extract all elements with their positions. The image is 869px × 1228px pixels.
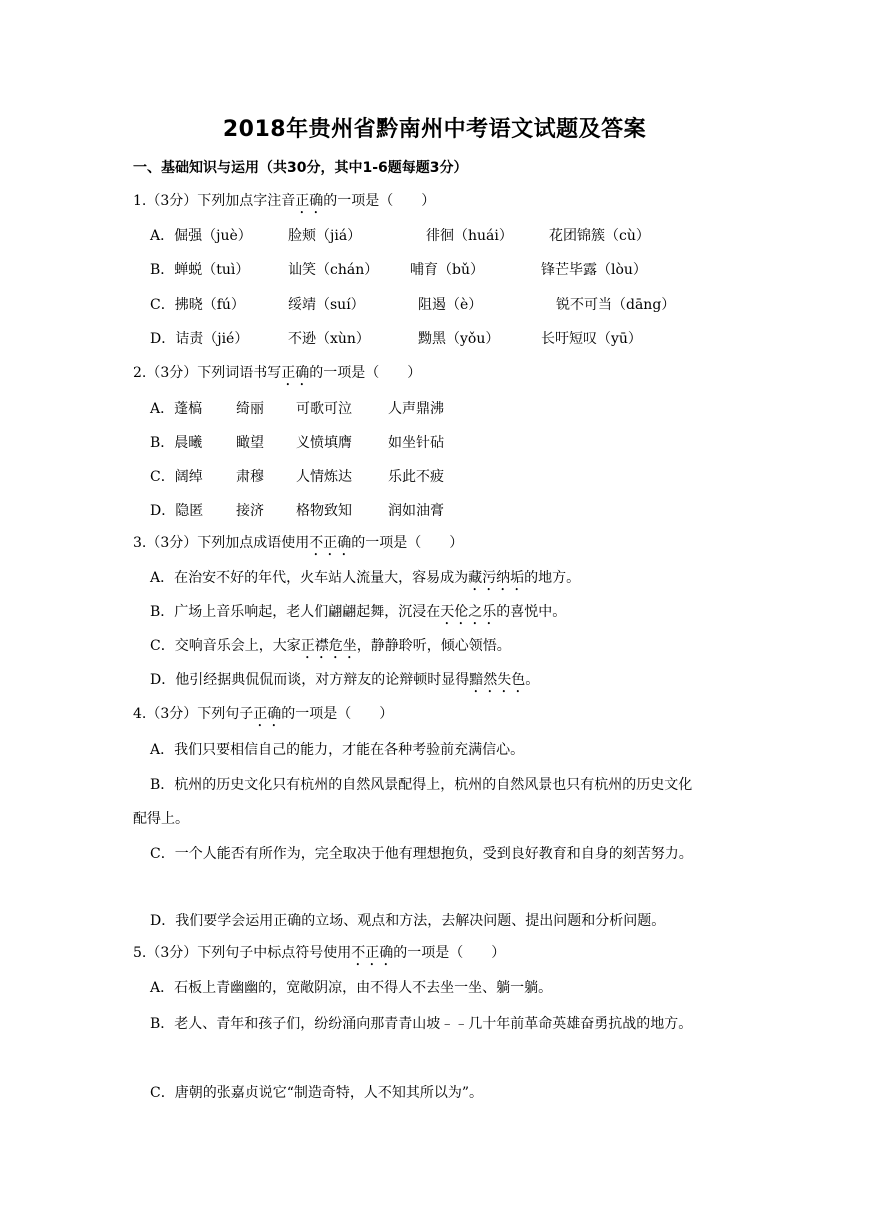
q2-option-c-word-1: C．阔绰 — [150, 469, 203, 485]
q1-option-a-word-1: A．倔强（juè） — [150, 228, 252, 244]
q2-option-a-word-3: 可歌可泣 — [296, 401, 352, 417]
page-title: 2018年贵州省黔南州中考语文试题及答案 — [222, 117, 647, 142]
q1-option-c-word-4: 锐不可当（dāng） — [556, 297, 676, 313]
emphasis-text: 不正确 — [309, 535, 352, 551]
q1-option-a-word-4: 花团锦簇（cù） — [549, 228, 650, 244]
q1-option-c-word-3: 阻遏（è） — [418, 297, 483, 313]
emphasis-text: 天伦之乐 — [440, 604, 497, 620]
stem-text: 的一项是（ ） — [323, 193, 436, 209]
q1-option-c-word-2: 绥靖（suí） — [288, 297, 365, 313]
q4-option-b-continued: 配得上。 — [133, 811, 189, 827]
option-text: B．广场上音乐响起，老人们翩翩起舞，沉浸在 — [150, 604, 441, 620]
q4-option-b: B．杭州的历史文化只有杭州的自然风景配得上，杭州的自然风景也只有杭州的历史文化 — [150, 777, 693, 793]
stem-text: 3.（3分）下列加点成语使用 — [133, 535, 310, 551]
q5-option-b: B．老人、青年和孩子们，纷纷涌向那青青山坡﹣﹣几十年前革命英雄奋勇抗战的地方。 — [150, 1016, 693, 1032]
q2-option-c-word-3: 人情炼达 — [296, 469, 352, 485]
q1-option-c-word-1: C．拂晓（fú） — [150, 297, 245, 313]
option-text: A．在治安不好的年代，火车站人流量大，容易成为 — [150, 570, 469, 586]
q1-option-a-word-3: 徘徊（huái） — [426, 228, 513, 244]
q1-option-b-word-3: 哺育（bǔ） — [410, 262, 484, 278]
q2-option-b-word-3: 义愤填膺 — [296, 435, 352, 451]
option-text: C．交响音乐会上，大家 — [150, 638, 301, 654]
option-text: ，静静聆听，倾心领悟。 — [356, 638, 511, 654]
q2-option-b-word-1: B．晨曦 — [150, 435, 203, 451]
question-1-stem — [133, 190, 435, 217]
q1-option-d-word-4: 长吁短叹（yū） — [541, 331, 642, 347]
stem-text: 的一项是（ ） — [393, 945, 506, 961]
question-5-stem — [133, 942, 505, 969]
question-3-stem — [133, 532, 463, 559]
q1-option-d-word-1: D．诘责（jié） — [150, 331, 249, 347]
stem-text: 的一项是（ ） — [351, 535, 464, 551]
emphasis-text: 正襟危坐 — [300, 638, 357, 654]
option-text: 。 — [525, 672, 540, 688]
q2-option-a-word-4: 人声鼎沸 — [388, 401, 444, 417]
section-heading: 一、基础知识与运用（共30分，其中1-6题每题3分） — [133, 160, 468, 176]
stem-text: 5.（3分）下列句子中标点符号使用 — [133, 945, 352, 961]
q3-option-d — [150, 669, 539, 696]
q2-option-b-word-4: 如坐针砧 — [388, 435, 444, 451]
q2-option-d-word-1: D．隐匿 — [150, 503, 204, 519]
q3-option-a — [150, 567, 580, 594]
question-4-stem — [133, 703, 393, 730]
emphasis-text: 不正确 — [351, 945, 394, 961]
q5-option-c: C．唐朝的张嘉贞说它“制造奇特，人不知其所以为”。 — [150, 1085, 484, 1101]
q2-option-d-word-2: 接济 — [236, 503, 264, 519]
q4-option-c: C．一个人能否有所作为，完全取决于他有理想抱负，受到良好教育和自身的刻苦努力。 — [150, 846, 693, 862]
q1-option-d-word-3: 黝黑（yǒu） — [418, 331, 500, 347]
stem-text: 的一项是（ ） — [309, 365, 422, 381]
q2-option-a-word-2: 绮丽 — [236, 401, 264, 417]
emphasis-text: 藏污纳垢 — [468, 570, 525, 586]
emphasis-text: 正确 — [295, 193, 324, 209]
emphasis-text: 正确 — [281, 365, 310, 381]
q2-option-c-word-2: 肃穆 — [236, 469, 264, 485]
emphasis-text: 正确 — [253, 706, 282, 722]
emphasis-text: 黯然失色 — [469, 672, 526, 688]
q1-option-a-word-2: 脸颊（jiá） — [288, 228, 362, 244]
option-text: D．他引经据典侃侃而谈，对方辩友的论辩顿时显得 — [150, 672, 470, 688]
q4-option-a: A．我们只要相信自己的能力，才能在各种考验前充满信心。 — [150, 742, 525, 758]
stem-text: 4.（3分）下列句子 — [133, 706, 254, 722]
q3-option-b — [150, 601, 566, 628]
q2-option-a-word-1: A．蓬槁 — [150, 401, 203, 417]
stem-text: 1.（3分）下列加点字注音 — [133, 193, 296, 209]
q1-option-b-word-4: 锋芒毕露（lòu） — [541, 262, 647, 278]
q1-option-d-word-2: 不逊（xùn） — [288, 331, 370, 347]
q5-option-a: A．石板上青幽幽的，宽敞阴凉，由不得人不去坐一坐、躺一躺。 — [150, 980, 553, 996]
q2-option-d-word-3: 格物致知 — [296, 503, 352, 519]
q2-option-b-word-2: 瞰望 — [236, 435, 264, 451]
q4-option-d: D．我们要学会运用正确的立场、观点和方法，去解决问题、提出问题和分析问题。 — [150, 913, 666, 929]
q2-option-c-word-4: 乐此不疲 — [388, 469, 444, 485]
question-2-stem — [133, 362, 421, 389]
option-text: 的喜悦中。 — [496, 604, 567, 620]
q1-option-b-word-2: 讪笑（chán） — [288, 262, 379, 278]
stem-text: 2.（3分）下列词语书写 — [133, 365, 282, 381]
q3-option-c — [150, 635, 511, 662]
q2-option-d-word-4: 润如油膏 — [388, 503, 444, 519]
q1-option-b-word-1: B．蝉蜕（tuì） — [150, 262, 250, 278]
option-text: 的地方。 — [524, 570, 581, 586]
stem-text: 的一项是（ ） — [281, 706, 394, 722]
